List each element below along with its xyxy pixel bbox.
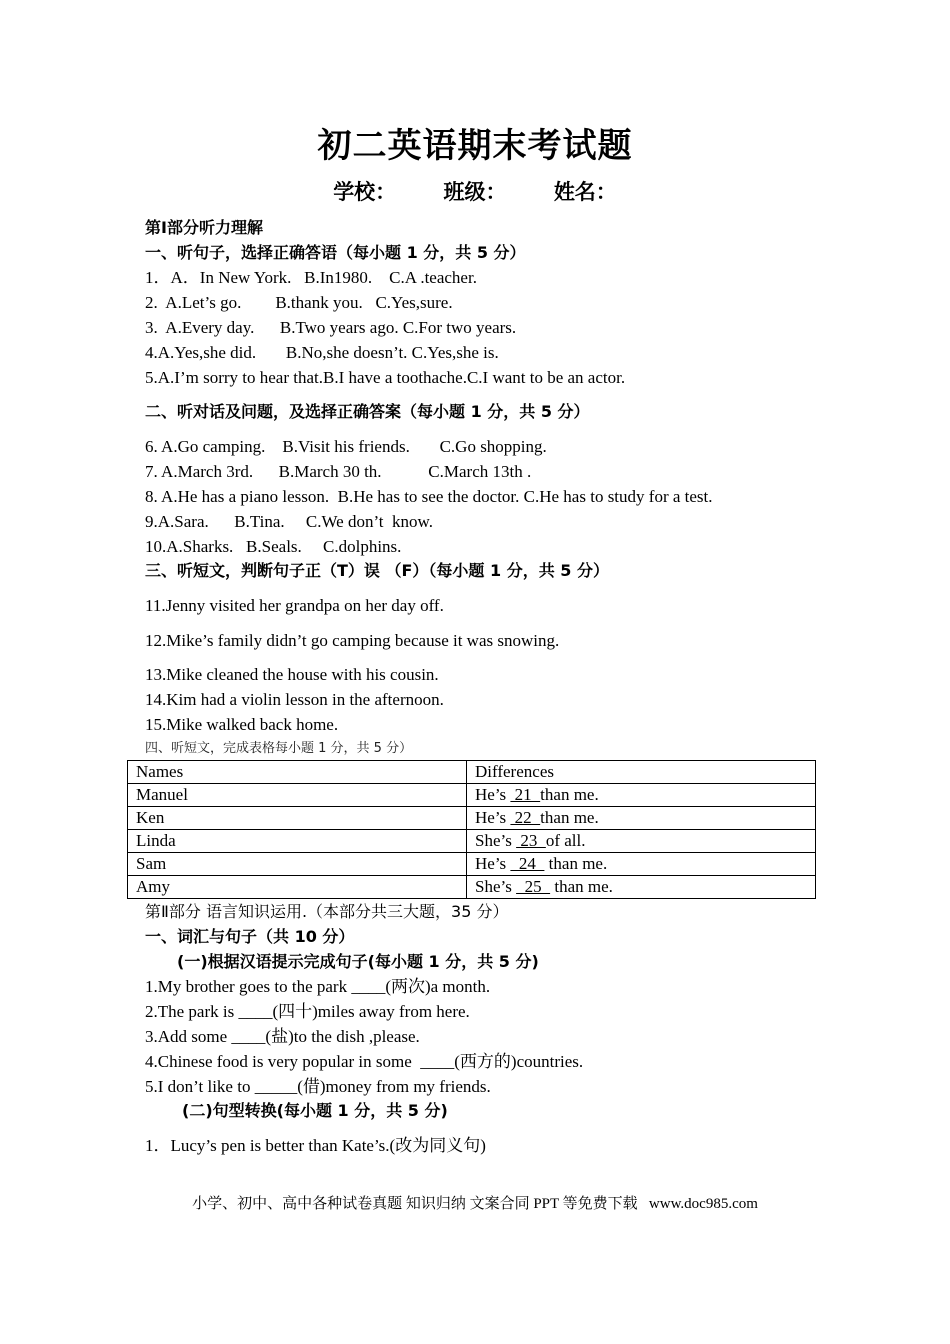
column-header-differences: Differences — [467, 761, 816, 784]
table-row — [128, 876, 816, 899]
question-line: 4.A.Yes,she did. B.No,she doesn’t. C.Yes,she is. — [145, 343, 499, 362]
part1-section3-heading: 三、听短文，判断句子正（T）误 （F）（每小题 1 分，共 5 分） — [145, 561, 609, 580]
difference-cell — [467, 830, 816, 853]
cell-prefix: He’s — [475, 785, 511, 804]
page-title: 初二英语期末考试题 — [317, 126, 633, 166]
table-header-row — [128, 761, 816, 784]
cell-prefix: She’s — [475, 877, 517, 896]
name-cell: Amy — [128, 876, 467, 899]
name-label: 姓名： — [553, 180, 617, 204]
question-line: 2.The park is ____(四十)miles away from here. — [145, 1002, 470, 1021]
question-line: 1.My brother goes to the park ____(两次)a month. — [145, 977, 491, 996]
question-line: 10.A.Sharks. B.Seals. C.dolphins. — [145, 537, 402, 556]
question-line: 5.A.I’m sorry to hear that.B.I have a toothache.C.I want to be an actor. — [145, 368, 626, 387]
part1-section4-heading: 四、听短文，完成表格每小题 1 分，共 5 分） — [145, 741, 413, 756]
question-line: 3.Add some ____(盐)to the dish ,please. — [145, 1027, 420, 1046]
difference-cell — [467, 876, 816, 899]
cell-prefix: He’s — [475, 808, 511, 827]
table-row — [128, 807, 816, 830]
difference-cell — [467, 853, 816, 876]
table-row — [128, 853, 816, 876]
question-line: 15.Mike walked back home. — [145, 715, 339, 734]
question-line: 4.Chinese food is very popular in some ____(西方的)countries. — [145, 1052, 584, 1071]
question-line: 1．A．In New York. B.In1980. C.A .teacher. — [145, 268, 477, 287]
answer-blank[interactable]: 25 — [516, 877, 551, 896]
answer-blank[interactable]: 24 — [510, 854, 545, 873]
cell-suffix: than me. — [540, 808, 599, 827]
question-line: 2. A.Let’s go. B.thank you. C.Yes,sure. — [145, 293, 453, 312]
question-line: 9.A.Sara. B.Tina. C.We don’t know. — [145, 512, 433, 531]
name-cell: Manuel — [128, 784, 467, 807]
name-cell: Sam — [128, 853, 467, 876]
differences-table — [127, 760, 816, 899]
question-line: 7. A.March 3rd. B.March 30 th. C.March 13th . — [145, 462, 532, 481]
table-row — [128, 784, 816, 807]
name-cell: Linda — [128, 830, 467, 853]
part2-section1-heading: 一、词汇与句子（共 10 分） — [145, 927, 355, 946]
table-row — [128, 830, 816, 853]
part1-heading: 第Ⅰ部分听力理解 — [145, 218, 263, 237]
cell-prefix: He’s — [475, 854, 511, 873]
question-line: 14.Kim had a violin lesson in the afternoon. — [145, 690, 444, 709]
question-line: 8. A.He has a piano lesson. B.He has to see the doctor. C.He has to study for a test. — [145, 487, 713, 506]
part1-section2-heading: 二、听对话及问题，及选择正确答案（每小题 1 分，共 5 分） — [145, 402, 590, 421]
school-label: 学校： — [333, 180, 397, 204]
name-cell: Ken — [128, 807, 467, 830]
question-line: 5.I don’t like to _____(借)money from my friends. — [145, 1077, 491, 1096]
part2-sub1-heading: (一)根据汉语提示完成句子(每小题 1 分，共 5 分) — [177, 952, 539, 971]
answer-blank[interactable]: 21 — [510, 785, 541, 804]
part2-heading: 第Ⅱ部分 语言知识运用.（本部分共三大题，35 分） — [145, 902, 509, 921]
question-line: 13.Mike cleaned the house with his cousin. — [145, 665, 439, 684]
cell-prefix: She’s — [475, 831, 517, 850]
question-line: 1．Lucy’s pen is better than Kate’s.(改为同义句) — [145, 1136, 486, 1155]
answer-blank[interactable]: 22 — [510, 808, 541, 827]
cell-suffix: than me. — [550, 877, 613, 896]
answer-blank[interactable]: 23 — [516, 831, 546, 850]
question-line: 12.Mike’s family didn’t go camping because it was snowing. — [145, 631, 560, 650]
part2-sub2-heading: (二)句型转换(每小题 1 分，共 5 分) — [182, 1101, 448, 1120]
question-line: 11.Jenny visited her grandpa on her day off. — [145, 596, 444, 615]
class-label: 班级： — [443, 180, 507, 204]
part1-section1-heading: 一、听句子，选择正确答语（每小题 1 分，共 5 分） — [145, 243, 526, 262]
page-footer: 小学、初中、高中各种试卷真题 知识归纳 文案合同 PPT 等免费下载 www.doc985.com — [192, 1196, 758, 1212]
student-info-line — [0, 176, 950, 206]
difference-cell — [467, 784, 816, 807]
question-line: 6. A.Go camping. B.Visit his friends. C.Go shopping. — [145, 437, 547, 456]
column-header-names: Names — [128, 761, 467, 784]
cell-suffix: than me. — [540, 785, 599, 804]
cell-suffix: of all. — [545, 831, 586, 850]
question-line: 3. A.Every day. B.Two years ago. C.For two years. — [145, 318, 517, 337]
cell-suffix: than me. — [544, 854, 608, 873]
difference-cell — [467, 807, 816, 830]
